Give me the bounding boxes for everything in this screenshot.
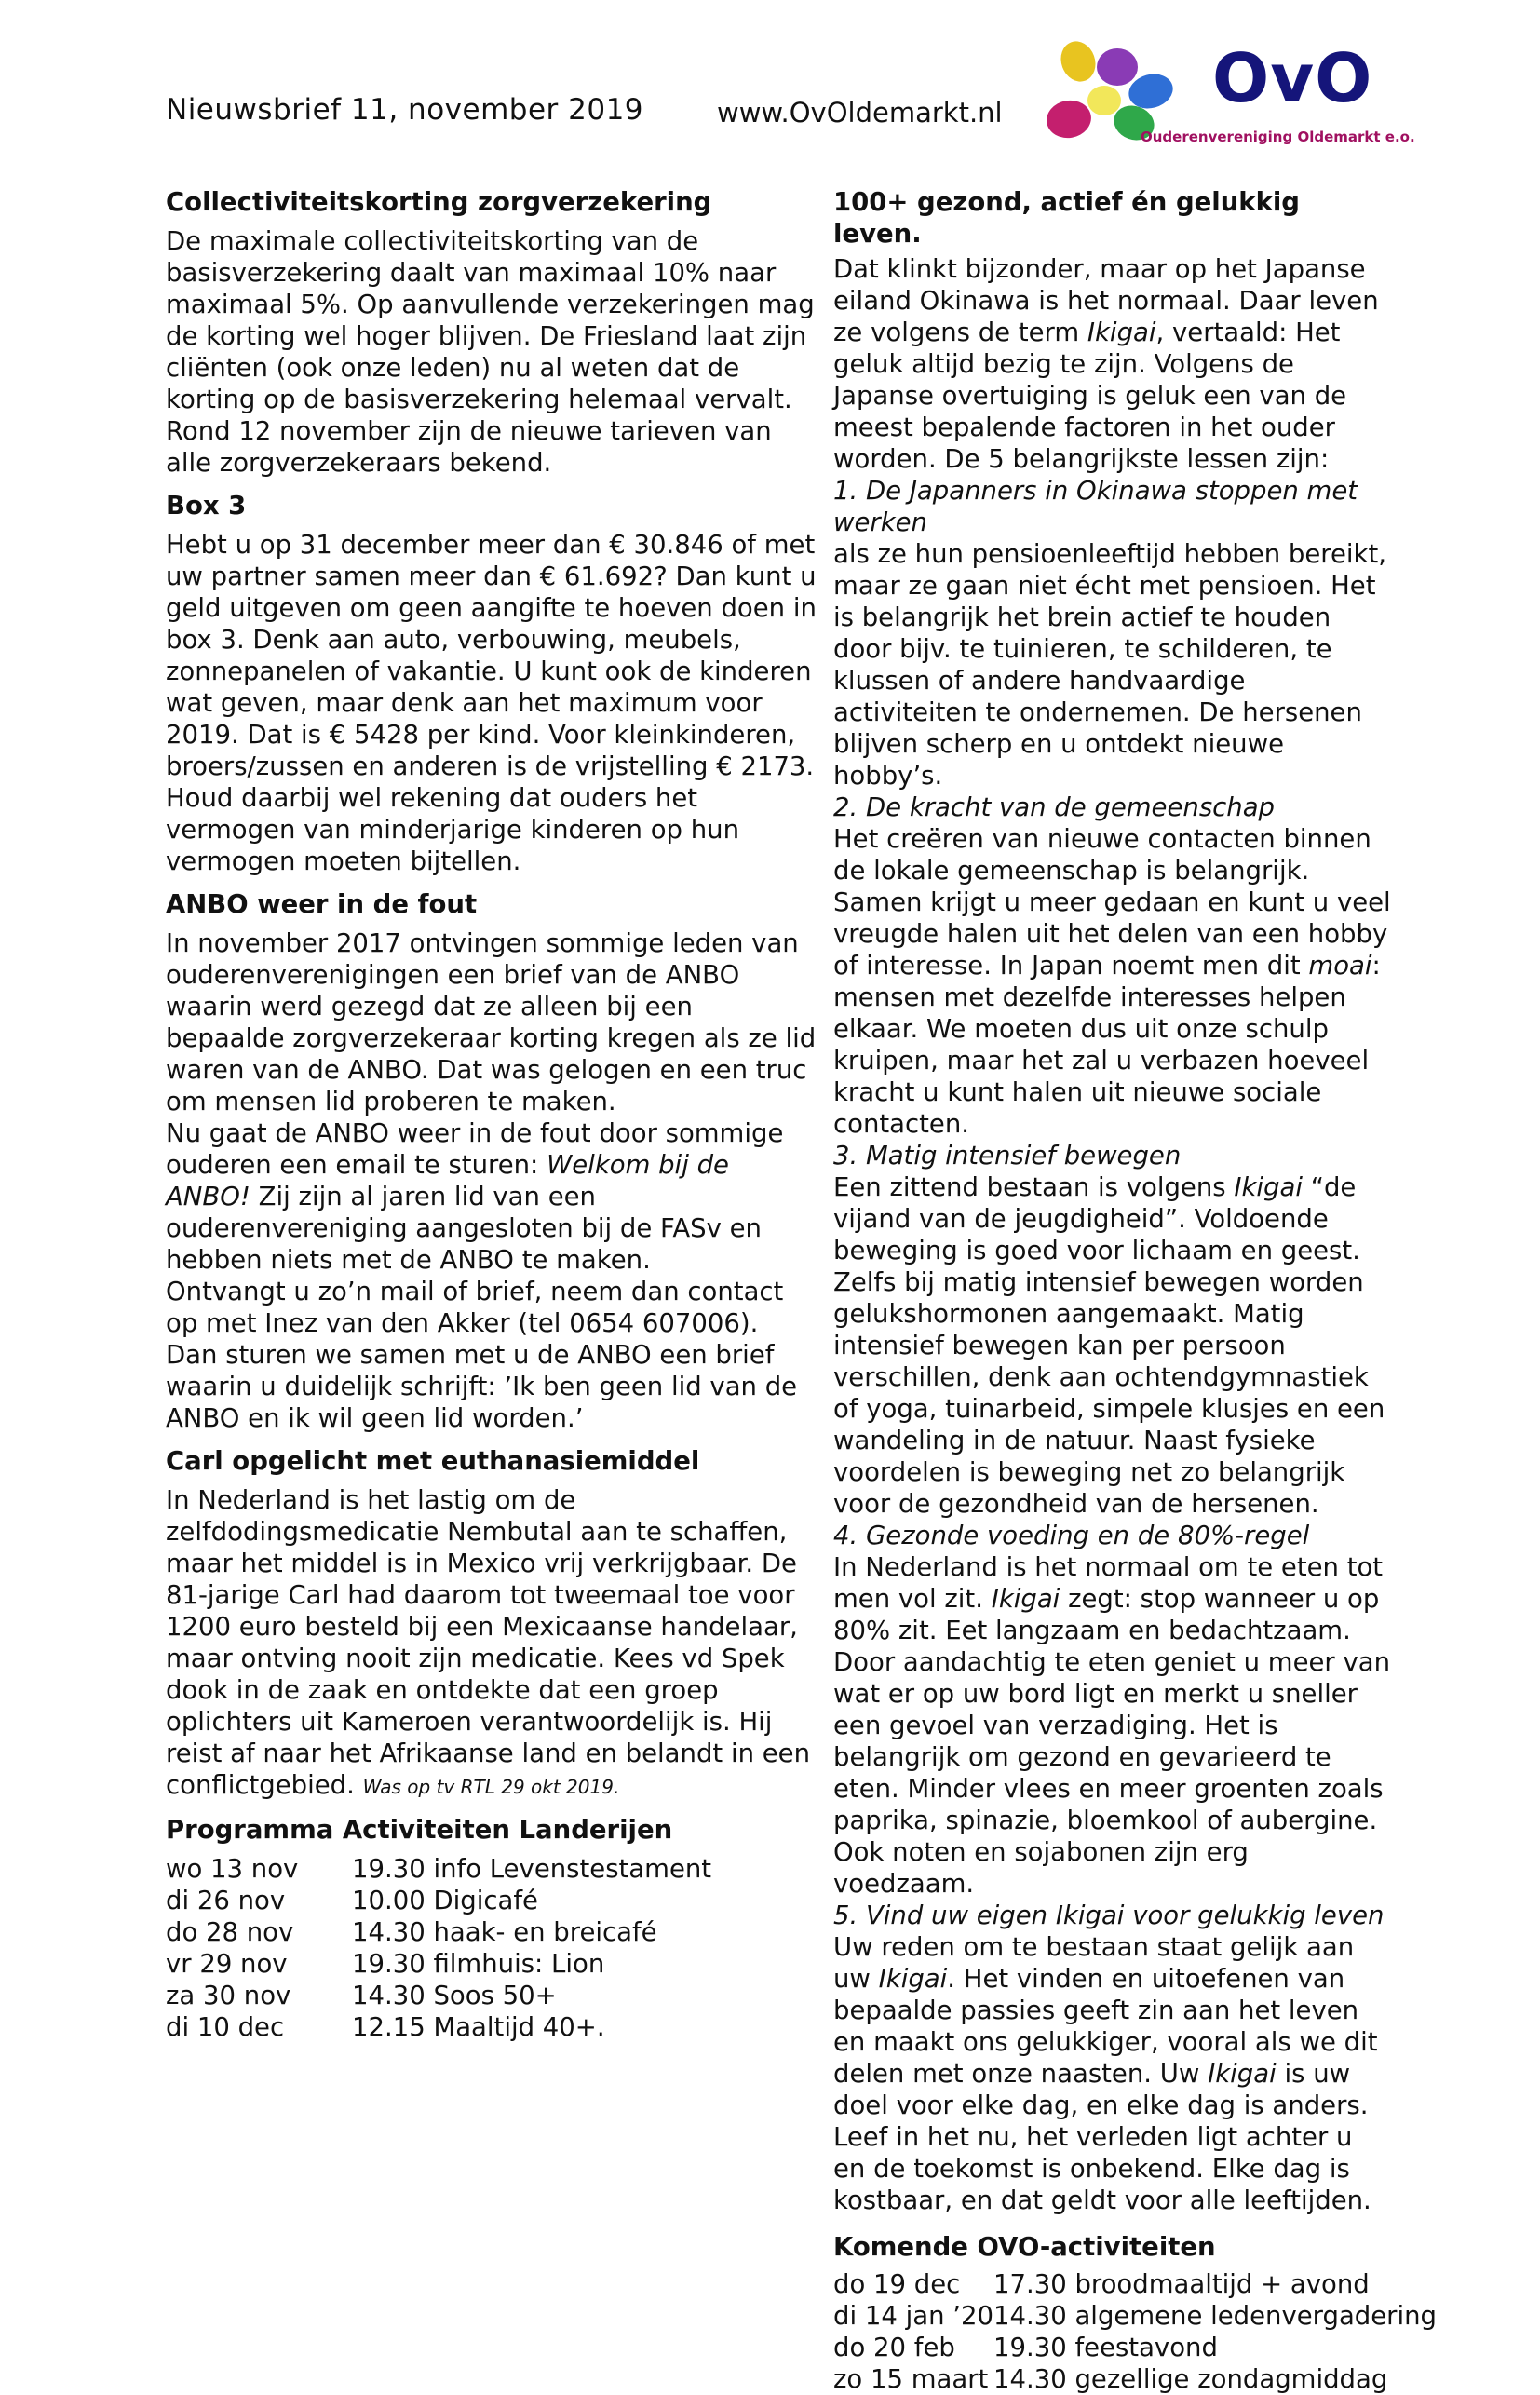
schedule-event: 12.15 Maaltijd 40+. xyxy=(352,2012,605,2042)
left-column xyxy=(166,186,817,2054)
paragraph xyxy=(166,1484,817,1803)
schedule-event: 14.30 algemene ledenvergadering xyxy=(993,2301,1438,2331)
source-note: Was op tv RTL 29 okt 2019. xyxy=(362,1776,620,1798)
schedule-event: 17.30 broodmaaltijd + avond xyxy=(993,2269,1370,2299)
text-run: Nu gaat de ANBO weer in de fout door sommige ouderen een email te sturen: xyxy=(166,1118,784,1180)
paragraph xyxy=(833,1931,1392,2216)
paragraph xyxy=(833,253,1392,475)
schedule-event: 19.30 filmhuis: Lion xyxy=(352,1949,605,1979)
balloon-yellow xyxy=(1056,37,1101,87)
text-run: , vertaald: Het geluk altijd bezig te zijn. Volgens de Japanse overtuiging is geluk een van de meest bepalende factoren in het ouder worden. De 5 belangrijkste lessen zijn: xyxy=(833,318,1347,474)
text-run: “de vijand van de jeugdigheid”. Voldoende beweging is goed voor lichaam en geest. Zelfs bij matig intensief bewegen worden gelukshormonen aangemaakt. Matig intensief bewegen kan per persoon verschillen, denk aan ochtendgymnastiek of yoga, tuinarbeid, simpele klusjes en een wandeling in de natuur. Naast fysieke voordelen is beweging net zo belangrijk voor de gezondheid van de hersenen. xyxy=(833,1172,1385,1519)
paragraph xyxy=(166,1117,817,1276)
paragraph xyxy=(833,1171,1392,1520)
schedule-date: di 14 jan ’20 xyxy=(833,2301,993,2331)
schedule-row xyxy=(833,2363,1437,2395)
schedule-row xyxy=(833,2332,1437,2363)
schedule-row xyxy=(166,1948,817,1980)
emphasis: Ikigai xyxy=(1208,2059,1277,2089)
schedule-row xyxy=(166,1853,817,1885)
paragraph xyxy=(833,823,1392,1140)
lesson-title: 2. De kracht van de gemeenschap xyxy=(833,792,1275,822)
section-title: ANBO weer in de fout xyxy=(166,889,478,919)
paragraph: In november 2017 ontvingen sommige leden van ouderenverenigingen een brief van de ANBO waarin werd gezegd dat ze alleen bij een bepaalde zorgverzekeraar korting kregen als ze lid waren van de ANBO. Dat was gelogen en een truc om mensen lid proberen te maken. xyxy=(166,928,817,1116)
lesson-title: 4. Gezonde voeding en de 80%-regel xyxy=(833,1521,1310,1550)
schedule-date: vr 29 nov xyxy=(166,1949,288,1979)
logo-wordmark: OvO xyxy=(1212,39,1373,117)
emphasis: moai xyxy=(1308,951,1372,981)
schedule-table xyxy=(166,1853,817,2043)
schedule-event: 10.00 Digicafé xyxy=(352,1886,538,1915)
schedule-date: do 28 nov xyxy=(166,1917,294,1947)
section-title: 100+ gezond, actief én gelukkig leven. xyxy=(833,187,1300,249)
emphasis: Welkom bij de ANBO! xyxy=(166,1150,729,1211)
schedule-row xyxy=(166,1980,817,2011)
section-title: Programma Activiteiten Landerijen xyxy=(166,1815,673,1845)
schedule-date: do 19 dec xyxy=(833,2269,961,2299)
emphasis: Ikigai xyxy=(991,1584,1060,1614)
schedule-row xyxy=(166,1885,817,1916)
lesson-title: 3. Matig intensief bewegen xyxy=(833,1141,1182,1170)
schedule-date: di 26 nov xyxy=(166,1886,286,1915)
emphasis: Ikigai xyxy=(1234,1172,1303,1202)
text-run: . Het vinden en uitoefenen van bepaalde passies geeft zin aan het leven en maakt ons gelukkiger, vooral als we dit delen met onze naasten. Uw xyxy=(833,1964,1378,2089)
text-run: Zij zijn al jaren lid van een ouderenvereniging aangesloten bij de FASv en hebben niets met de ANBO te maken. xyxy=(166,1182,762,1275)
lesson-title: 5. Vind uw eigen Ikigai voor gelukkig leven xyxy=(833,1901,1385,1930)
text-run: Dat klinkt bijzonder, maar op het Japanse eiland Okinawa is het normaal. Daar leven ze volgens de term xyxy=(833,254,1379,347)
newsletter-title: Nieuwsbrief 11, november 2019 xyxy=(166,93,644,127)
section-carl xyxy=(166,1445,817,1803)
schedule-date: di 10 dec xyxy=(166,2012,285,2042)
section-title: Carl opgelicht met euthanasiemiddel xyxy=(166,1446,700,1476)
balloon-light-yellow xyxy=(1087,86,1121,115)
schedule-date: do 20 feb xyxy=(833,2333,955,2362)
text-run: Het creëren van nieuwe contacten binnen de lokale gemeenschap is belangrijk. Samen krijgt u meer gedaan en kunt u veel vreugde halen uit het delen van een hobby of interesse. In Japan noemt men dit xyxy=(833,824,1391,981)
schedule-event: 19.30 info Levenstestament xyxy=(352,1854,712,1884)
section-collectiviteitskorting xyxy=(166,186,817,479)
schedule-event: 14.30 haak- en breicafé xyxy=(352,1917,657,1947)
section-title: Komende OVO-activiteiten xyxy=(833,2232,1216,2262)
text-run: Uw reden om te bestaan staat gelijk aan uw xyxy=(833,1932,1355,1994)
schedule-date: za 30 nov xyxy=(166,1981,291,2010)
schedule-row xyxy=(166,2011,817,2043)
balloon-purple xyxy=(1097,48,1138,86)
section-title: Box 3 xyxy=(166,491,247,521)
right-column xyxy=(833,186,1438,2395)
text-run: In Nederland is het lastig om de zelfdodingsmedicatie Nembutal aan te schaffen, maar het middel is in Mexico vrij verkrijgbaar. De 81-jarige Carl had daarom tot tweemaal toe voor 1200 euro besteld bij een Mexicaanse handelaar, maar ontving nooit zijn medicatie. Kees vd Spek dook in de zaak en ontdekte dat een groep oplichters uit Kameroen verantwoordelijk is. Hij reist af naar het Afrikaanse land en belandt in een conflictgebied. xyxy=(166,1485,811,1800)
emphasis: Ikigai xyxy=(1087,318,1156,347)
section-anbo xyxy=(166,888,817,1434)
section-box3 xyxy=(166,490,817,877)
logo-subtitle: Ouderenvereniging Oldemarkt e.o. xyxy=(1141,129,1415,145)
schedule-event: 19.30 feestavond xyxy=(993,2333,1218,2362)
text-run: In Nederland is het normaal om te eten tot men vol zit. xyxy=(833,1552,1384,1614)
schedule-date: wo 13 nov xyxy=(166,1854,299,1884)
emphasis: Ikigai xyxy=(878,1964,948,1994)
text-run: : mensen met dezelfde interesses helpen elkaar. We moeten dus uit onze schulp kruipen, maar het zal u verbazen hoeveel kracht u kunt halen uit nieuwe sociale contacten. xyxy=(833,951,1381,1139)
balloon-magenta xyxy=(1044,97,1094,142)
schedule-row xyxy=(833,2300,1437,2332)
lesson-title: 1. De Japanners in Okinawa stoppen met werken xyxy=(833,476,1358,537)
paragraph: Ontvangt u zo’n mail of brief, neem dan contact op met Inez van den Akker (tel 0654 607006). Dan sturen we samen met u de ANBO een brief waarin u duidelijk schrijft: ’Ik ben geen lid van de ANBO en ik wil geen lid worden.’ xyxy=(166,1277,798,1433)
paragraph: als ze hun pensioenleeftijd hebben bereikt, maar ze gaan niet écht met pensioen. Het is belangrijk het brein actief te houden door bijv. te tuinieren, te schilderen, te klussen of andere handvaardige activiteiten te ondernemen. De hersenen blijven scherp en u ontdekt nieuwe hobby’s. xyxy=(833,539,1387,791)
schedule-event: 14.30 Soos 50+ xyxy=(352,1981,557,2010)
schedule-row xyxy=(166,1916,817,1948)
website-link[interactable]: www.OvOldemarkt.nl xyxy=(717,97,1003,129)
text-run: Een zittend bestaan is volgens xyxy=(833,1172,1235,1202)
text-run: is uw doel voor elke dag, en elke dag is anders. Leef in het nu, het verleden ligt achter u en de toekomst is onbekend. Elke dag is kostbaar, en dat geldt voor alle leeftijden. xyxy=(833,2059,1371,2215)
paragraph xyxy=(833,1551,1392,1900)
schedule-date: zo 15 maart xyxy=(833,2364,989,2394)
paragraph: De maximale collectiviteitskorting van de basisverzekering daalt van maximaal 10% naar maximaal 5%. Op aanvullende verzekeringen mag de korting wel hoger blijven. De Friesland laat zijn cliënten (ook onze leden) nu al weten dat de korting op de basisverzekering helemaal vervalt. Rond 12 november zijn de nieuwe tarieven van alle zorgverzekeraars bekend. xyxy=(166,226,815,478)
schedule-event: 14.30 gezellige zondagmiddag xyxy=(993,2364,1388,2394)
section-title: Collectiviteitskorting zorgverzekering xyxy=(166,187,712,217)
section-programma xyxy=(166,1814,817,2043)
text-run: zegt: stop wanneer u op 80% zit. Eet langzaam en bedachtzaam. Door aandachtig te eten geniet u meer van wat er op uw bord ligt en merkt u sneller een gevoel van verzadiging. Het is belangrijk om gezond en gevarieerd te eten. Minder vlees en meer groenten zoals paprika, spinazie, bloemkool of aubergine. Ook noten en sojabonen zijn erg voedzaam. xyxy=(833,1584,1391,1899)
upcoming-table xyxy=(833,2268,1437,2395)
schedule-row xyxy=(833,2268,1437,2300)
paragraph: Hebt u op 31 december meer dan € 30.846 of met uw partner samen meer dan € 61.692? Dan kunt u geld uitgeven om geen aangifte te hoeven doen in box 3. Denk aan auto, verbouwing, meubels, zonnepanelen of vakantie. U kunt ook de kinderen wat geven, maar denk aan het maximum voor 2019. Dat is € 5428 per kind. Voor kleinkinderen, broers/zussen en anderen is de vrijstelling € 2173. Houd daarbij wel rekening dat ouders het vermogen van minderjarige kinderen op hun vermogen moeten bijtellen. xyxy=(166,530,817,876)
